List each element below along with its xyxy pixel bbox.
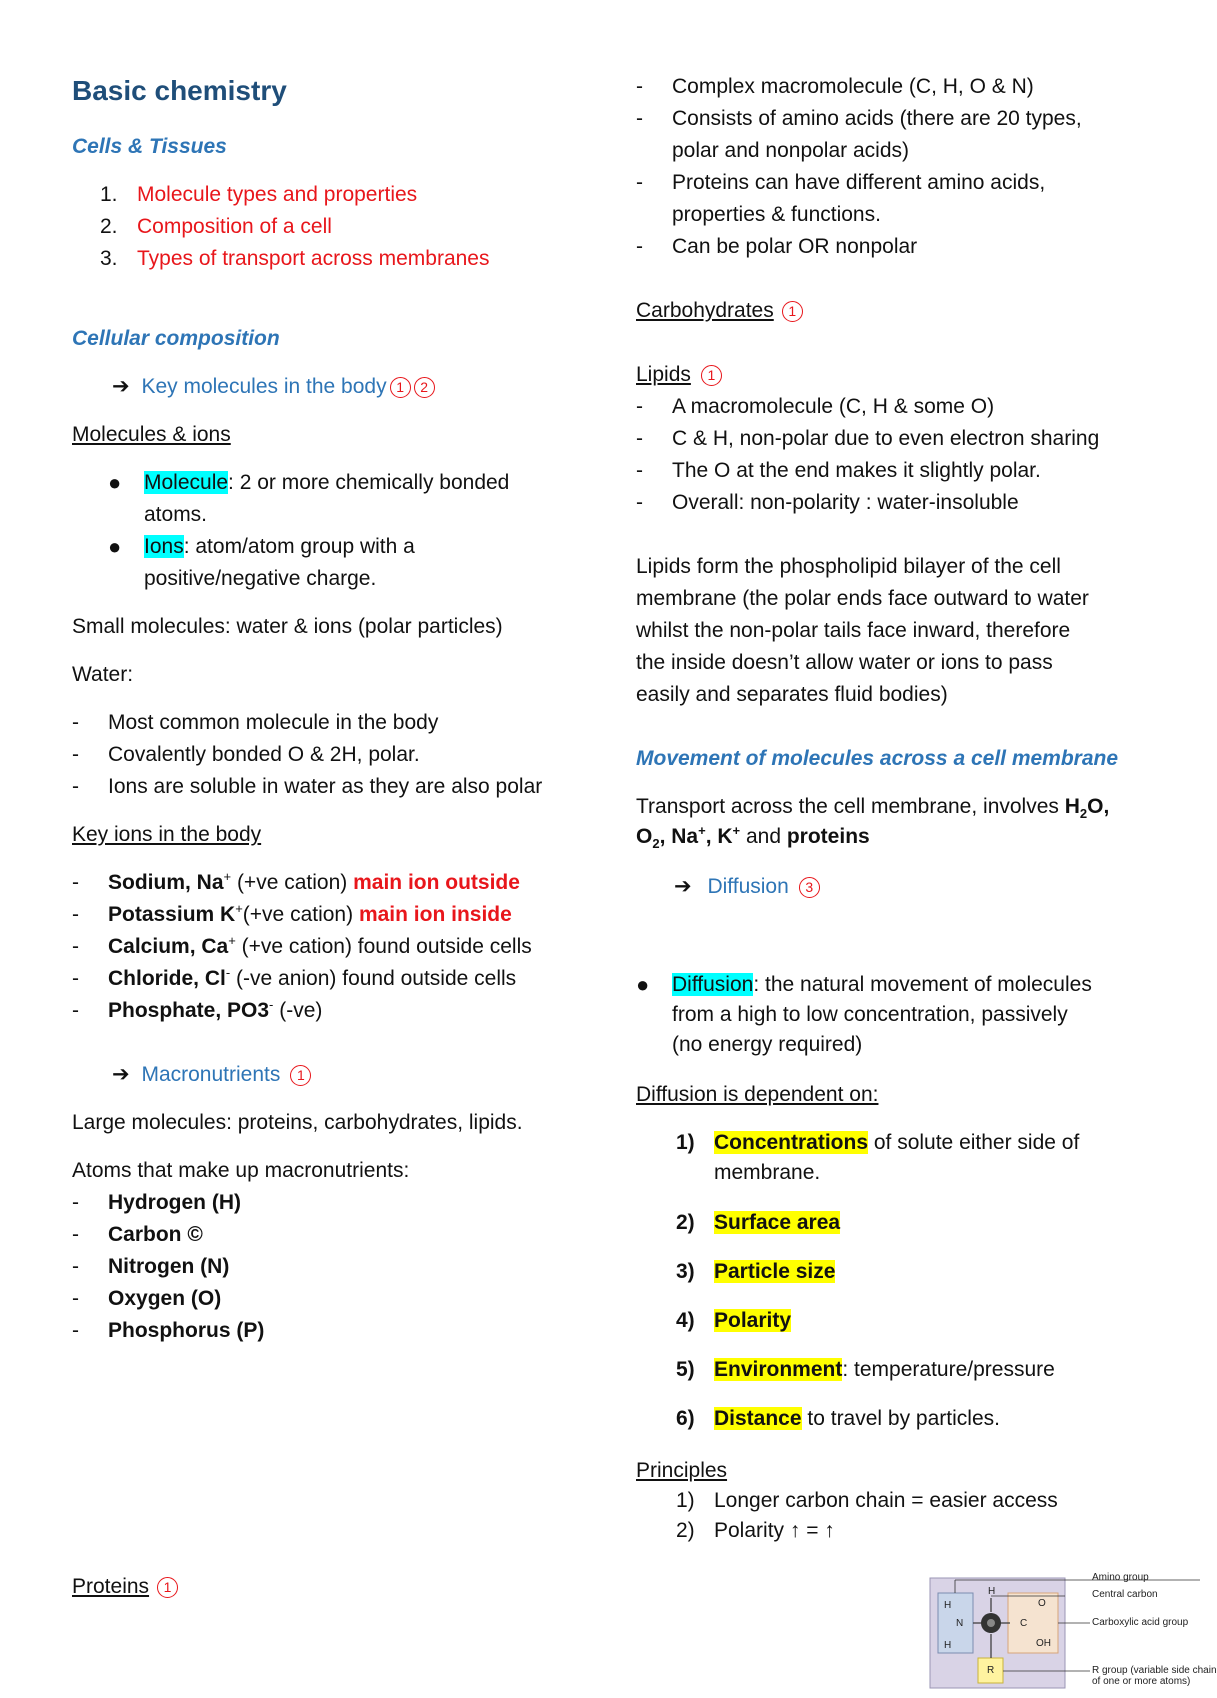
- ion-name: Chloride, Cl: [108, 967, 226, 990]
- formula-sup: +: [698, 823, 706, 838]
- factor-item: [714, 1210, 840, 1236]
- formula-sub: 2: [1079, 806, 1088, 822]
- lipid-item: C & H, non-polar due to even electron sharing: [672, 427, 1100, 450]
- factor-term: Particle size: [714, 1260, 836, 1283]
- atom-item: Hydrogen (H): [108, 1191, 241, 1214]
- key-ions-heading: Key ions in the body: [72, 823, 262, 846]
- atom-item: Oxygen (O): [108, 1287, 222, 1310]
- dash: -: [72, 1191, 79, 1214]
- dash: -: [72, 1287, 79, 1310]
- lipid-paragraph-line: membrane (the polar ends face outward to water: [636, 587, 1089, 610]
- dash: -: [636, 235, 643, 258]
- ion-desc: (-ve anion) found outside cells: [230, 967, 517, 990]
- ion-charge: -: [225, 965, 231, 980]
- water-item: Ions are soluble in water as they are also polar: [108, 775, 543, 798]
- ion-charge: +: [228, 933, 236, 948]
- dash: -: [72, 935, 79, 958]
- circle-number: 1: [390, 377, 411, 398]
- carbohydrates-heading: Carbohydrates: [636, 299, 774, 322]
- diffusion-def: : the natural movement of molecules: [753, 973, 1092, 996]
- dash: -: [72, 903, 79, 926]
- factor-rest: to travel by particles.: [801, 1407, 1000, 1430]
- factor-term: Concentrations: [714, 1131, 869, 1154]
- factor-item: [714, 1406, 1000, 1432]
- ion-phosphate: [108, 998, 322, 1024]
- diffusion-def-cont: from a high to low concentration, passively: [672, 1003, 1068, 1026]
- bullet-icon: ●: [108, 470, 122, 495]
- central-carbon-label: Central carbon: [1092, 1589, 1158, 1600]
- separator: ,: [659, 825, 672, 848]
- ions-def-cont: positive/negative charge.: [144, 567, 377, 590]
- molecules-ions-heading: Molecules & ions: [72, 423, 231, 446]
- ion-charge: +: [235, 901, 243, 916]
- dash: -: [72, 871, 79, 894]
- proteins-heading: Proteins: [72, 1575, 150, 1598]
- diffusion-term: Diffusion: [672, 973, 754, 996]
- amino-group-label: Amino group: [1092, 1572, 1149, 1583]
- dash: -: [636, 75, 643, 98]
- principle-item: Longer carbon chain = easier access: [714, 1489, 1058, 1512]
- factor-num: 5): [676, 1358, 695, 1381]
- formula-part: proteins: [786, 825, 870, 848]
- dash: -: [72, 1223, 79, 1246]
- large-molecules: Large molecules: proteins, carbohydrates, lipids.: [72, 1111, 523, 1134]
- amino-acid-diagram: [930, 1568, 1217, 1688]
- factor-num: 2): [676, 1211, 695, 1234]
- atom-item: Carbon ©: [108, 1223, 203, 1246]
- molecule-def: : 2 or more chemically bonded: [228, 471, 510, 494]
- lipids-line: [636, 362, 722, 388]
- ion-name: Potassium K: [108, 903, 236, 926]
- water-label: Water:: [72, 663, 134, 686]
- lipid-paragraph-line: whilst the non-polar tails face inward, therefore: [636, 619, 1071, 642]
- dash: -: [636, 395, 643, 418]
- ions-term: Ions: [144, 535, 184, 558]
- and-text: and: [740, 825, 787, 848]
- factor-term: Polarity: [714, 1309, 792, 1332]
- dash: -: [72, 711, 79, 734]
- outline-num-2: 2.: [100, 215, 118, 238]
- dash: -: [72, 1319, 79, 1342]
- lipid-paragraph-line: Lipids form the phospholipid bilayer of the cell: [636, 555, 1061, 578]
- macronutrients-text: Macronutrients: [141, 1063, 281, 1086]
- factor-num: 4): [676, 1309, 695, 1332]
- factor-rest: : temperature/pressure: [842, 1358, 1055, 1381]
- movement-heading: Movement of molecules across a cell membrane: [636, 747, 1119, 770]
- diffusion-def-cont: (no energy required): [672, 1033, 863, 1056]
- transport-line-2: [636, 824, 870, 850]
- formula-sup: +: [732, 823, 741, 838]
- circle-number: 1: [782, 301, 803, 322]
- central-carbon-core: [987, 1619, 995, 1627]
- outline-item-1: Molecule types and properties: [137, 183, 418, 206]
- protein-item: Consists of amino acids (there are 20 types,: [672, 107, 1082, 130]
- factor-num: 1): [676, 1131, 695, 1154]
- atom-label: N: [956, 1618, 964, 1629]
- subtitle: Cells & Tissues: [72, 135, 227, 158]
- protein-item: Proteins can have different amino acids,: [672, 171, 1046, 194]
- section-cellular-composition: Cellular composition: [72, 327, 280, 350]
- ion-note: main ion outside: [353, 871, 520, 894]
- factor-item: [714, 1357, 1055, 1383]
- factor-term: Surface area: [714, 1211, 841, 1234]
- atom-label: C: [1020, 1618, 1028, 1629]
- formula-part: Na: [671, 825, 699, 848]
- ion-name: Phosphate, PO3: [108, 999, 270, 1022]
- arrow-icon: ➔: [674, 875, 692, 898]
- circle-number: 1: [157, 1577, 178, 1598]
- atom-label: H: [944, 1640, 952, 1651]
- dash: -: [72, 967, 79, 990]
- dash: -: [72, 1255, 79, 1278]
- atoms-label: Atoms that make up macronutrients:: [72, 1159, 410, 1182]
- key-molecules-line: [112, 374, 435, 400]
- transport-line-1: [636, 794, 1109, 820]
- factor-rest: of solute either side of: [868, 1131, 1080, 1154]
- outline-item-2: Composition of a cell: [137, 215, 332, 238]
- formula-part: K: [717, 825, 733, 848]
- circle-number: 1: [701, 365, 722, 386]
- atom-label: H: [988, 1586, 996, 1597]
- factor-num: 6): [676, 1407, 695, 1430]
- dash: -: [636, 427, 643, 450]
- carbohydrates-line: [636, 298, 803, 324]
- factor-num: 3): [676, 1260, 695, 1283]
- lipid-item: A macromolecule (C, H & some O): [672, 395, 995, 418]
- formula-part: O,: [1087, 795, 1110, 818]
- ions-definition: [144, 534, 415, 560]
- atom-item: Nitrogen (N): [108, 1255, 230, 1278]
- transport-text: Transport across the cell membrane, involves: [636, 795, 1065, 818]
- water-item: Covalently bonded O & 2H, polar.: [108, 743, 420, 766]
- ion-charge: -: [269, 997, 274, 1012]
- protein-item-cont: polar and nonpolar acids): [672, 139, 909, 162]
- circle-number: 1: [290, 1065, 311, 1086]
- small-molecules: Small molecules: water & ions (polar particles): [72, 615, 503, 638]
- key-molecules-text: Key molecules in the body: [141, 375, 387, 398]
- atom-label: O: [1038, 1598, 1046, 1609]
- lipid-paragraph-line: easily and separates fluid bodies): [636, 683, 948, 706]
- principles-heading: Principles: [636, 1459, 728, 1482]
- water-item: Most common molecule in the body: [108, 711, 439, 734]
- ion-name: Calcium, Ca: [108, 935, 229, 958]
- outline-item-3: Types of transport across membranes: [137, 247, 490, 270]
- lipid-paragraph-line: the inside doesn’t allow water or ions to pass: [636, 651, 1053, 674]
- dependent-heading: Diffusion is dependent on:: [636, 1083, 879, 1106]
- ion-note: main ion inside: [358, 903, 512, 926]
- formula-part: H: [1064, 795, 1080, 818]
- macronutrients-line: [112, 1062, 311, 1088]
- outline-num-1: 1.: [100, 183, 118, 206]
- ion-desc: (+ve cation) found outside cells: [235, 935, 532, 958]
- atom-label: OH: [1036, 1638, 1051, 1649]
- ion-name: Sodium, Na: [108, 871, 224, 894]
- dash: -: [72, 999, 79, 1022]
- formula-part: O: [636, 825, 653, 848]
- dash: -: [636, 459, 643, 482]
- arrow-icon: ➔: [112, 375, 130, 398]
- carboxylic-acid-label: Carboxylic acid group: [1092, 1617, 1189, 1628]
- principle-num: 1): [676, 1489, 695, 1512]
- r-group-label-cont: of one or more atoms): [1092, 1676, 1191, 1687]
- formula-sub: 2: [652, 836, 660, 852]
- r-group-label: R group (variable side chain: [1092, 1665, 1217, 1676]
- ion-calcium: [108, 934, 532, 960]
- ion-desc: (-ve): [273, 999, 323, 1022]
- factor-item: [714, 1308, 791, 1334]
- dash: -: [636, 491, 643, 514]
- factor-term: Distance: [714, 1407, 802, 1430]
- factor-item: [714, 1130, 1079, 1156]
- ion-chloride: [108, 966, 516, 992]
- dash: -: [636, 171, 643, 194]
- dash: -: [72, 743, 79, 766]
- ion-desc: (+ve cation): [231, 871, 354, 894]
- protein-item: Can be polar OR nonpolar: [672, 235, 918, 258]
- arrow-icon: ➔: [112, 1063, 130, 1086]
- atom-item: Phosphorus (P): [108, 1319, 265, 1342]
- ion-charge: +: [223, 869, 232, 884]
- dash: -: [636, 107, 643, 130]
- atom-label: H: [944, 1600, 952, 1611]
- protein-item-cont: properties & functions.: [672, 203, 881, 226]
- principle-num: 2): [676, 1519, 695, 1542]
- bullet-icon: ●: [636, 972, 650, 997]
- lipids-heading: Lipids: [636, 363, 691, 386]
- diffusion-definition: [672, 972, 1092, 998]
- page-title: Basic chemistry: [72, 75, 287, 106]
- atom-label: R: [987, 1665, 995, 1676]
- molecule-definition: [144, 470, 509, 496]
- lipid-item: Overall: non-polarity : water-insoluble: [672, 491, 1019, 514]
- molecule-def-cont: atoms.: [144, 503, 208, 526]
- proteins-heading-line: [72, 1574, 178, 1600]
- circle-number: 3: [799, 877, 820, 898]
- protein-item: Complex macromolecule (C, H, O & N): [672, 75, 1034, 98]
- dash: -: [72, 775, 79, 798]
- ion-desc: (+ve cation): [242, 903, 359, 926]
- diffusion-link-text: Diffusion: [707, 875, 789, 898]
- circle-number: 2: [414, 377, 435, 398]
- lipid-item: The O at the end makes it slightly polar.: [672, 459, 1041, 482]
- factor-item-cont: membrane.: [714, 1161, 821, 1184]
- diffusion-link-line: [674, 874, 820, 900]
- factor-item: [714, 1259, 835, 1285]
- separator: ,: [705, 825, 718, 848]
- factor-term: Environment: [714, 1358, 843, 1381]
- principle-item: Polarity ↑ = ↑: [714, 1519, 835, 1542]
- ions-def: : atom/atom group with a: [183, 535, 415, 558]
- outline-num-3: 3.: [100, 247, 118, 270]
- molecule-term: Molecule: [144, 471, 229, 494]
- ion-sodium: [108, 870, 520, 896]
- bullet-icon: ●: [108, 534, 122, 559]
- ion-potassium: [108, 902, 512, 928]
